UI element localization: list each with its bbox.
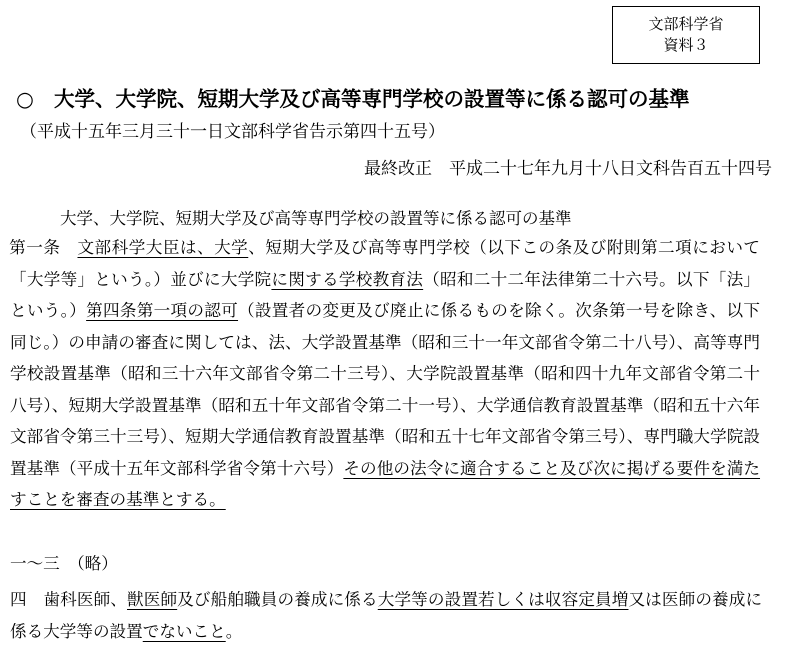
regulation-caption: 大学、大学院、短期大学及び高等専門学校の設置等に係る認可の基準 [60, 209, 572, 228]
article-1-text-standards: （設置者の変更及び廃止に係るものを除く。次条第一号を除き、以下同じ。）の申請の審査に関しては、法、大学設置基準（昭和三十一年文部省令第二十八号）、高等専門学校設置基準（昭和三十六年文部省令第二十三号）、大学院設置基準（昭和四十九年文部省令第二十八号）、短期大学設置基準（昭和五十年文部省令第二十一号）、大学通信教育設置基準（昭和五十六年文部省令第三十三号）、短期大学通信教育設置基準（昭和五十七年文部省令第三号）、専門職大学院設置基準（平成十五年文部科学省令第十六号） [10, 301, 761, 478]
cut-off-next-line [8, 644, 128, 652]
item-4-text-period: 。 [225, 621, 243, 641]
last-revision: 最終改正 平成二十七年九月十八日文科告百五十四号 [364, 159, 772, 179]
article-1 [10, 232, 760, 516]
reference-ministry: 文部科学省 [648, 15, 724, 33]
item-4 [10, 584, 762, 647]
item-4-text-veterinarian: 獣医師 [127, 590, 178, 609]
document-heading [16, 84, 786, 114]
heading-title: 大学、大学院、短期大学及び高等専門学校の設置等に係る認可の基準 [54, 87, 690, 111]
item-4-text-dentist: 歯科医師、 [43, 590, 128, 609]
reference-document-number: 資料３ [663, 36, 709, 54]
article-1-text-authorization: 第四条第一項の認可 [86, 301, 239, 320]
source-notice: （平成十五年三月三十一日文部科学省告示第四十五号） [20, 122, 445, 142]
omitted-items: 一～三 （略） [10, 554, 118, 573]
circle-bullet-icon: ○ [16, 87, 34, 111]
item-4-text-physician: 又は医師の養成に係る大学等の設置 [10, 590, 763, 641]
item-4-text-ship-crew: 及び船舶職員の養成に係る [177, 590, 378, 609]
article-1-text-school-education-act: に関する学校教育法 [271, 269, 424, 289]
article-1-text-minister: 文部科学大臣は、大学 [77, 238, 249, 257]
reference-box [612, 6, 760, 64]
article-1-text-law-ref: （昭和二十二年法律第二十六号。以下「法」という。） [10, 269, 761, 320]
item-4-label: 四 [10, 590, 44, 609]
article-1-text-scope: 、短期大学及び高等専門学校（以下この条及び附則第二項において「大学等」という。）並びに大学院 [10, 238, 761, 289]
item-4-text-negation: でないこと [142, 621, 226, 641]
article-1-label: 第一条 [9, 238, 78, 257]
item-4-text-establishment: 大学等の設置若しくは収容定員増 [377, 590, 629, 609]
article-1-text-criteria: その他の法令に適合すること及び次に掲げる要件を満たすことを審査の基準とする。 [10, 458, 761, 509]
